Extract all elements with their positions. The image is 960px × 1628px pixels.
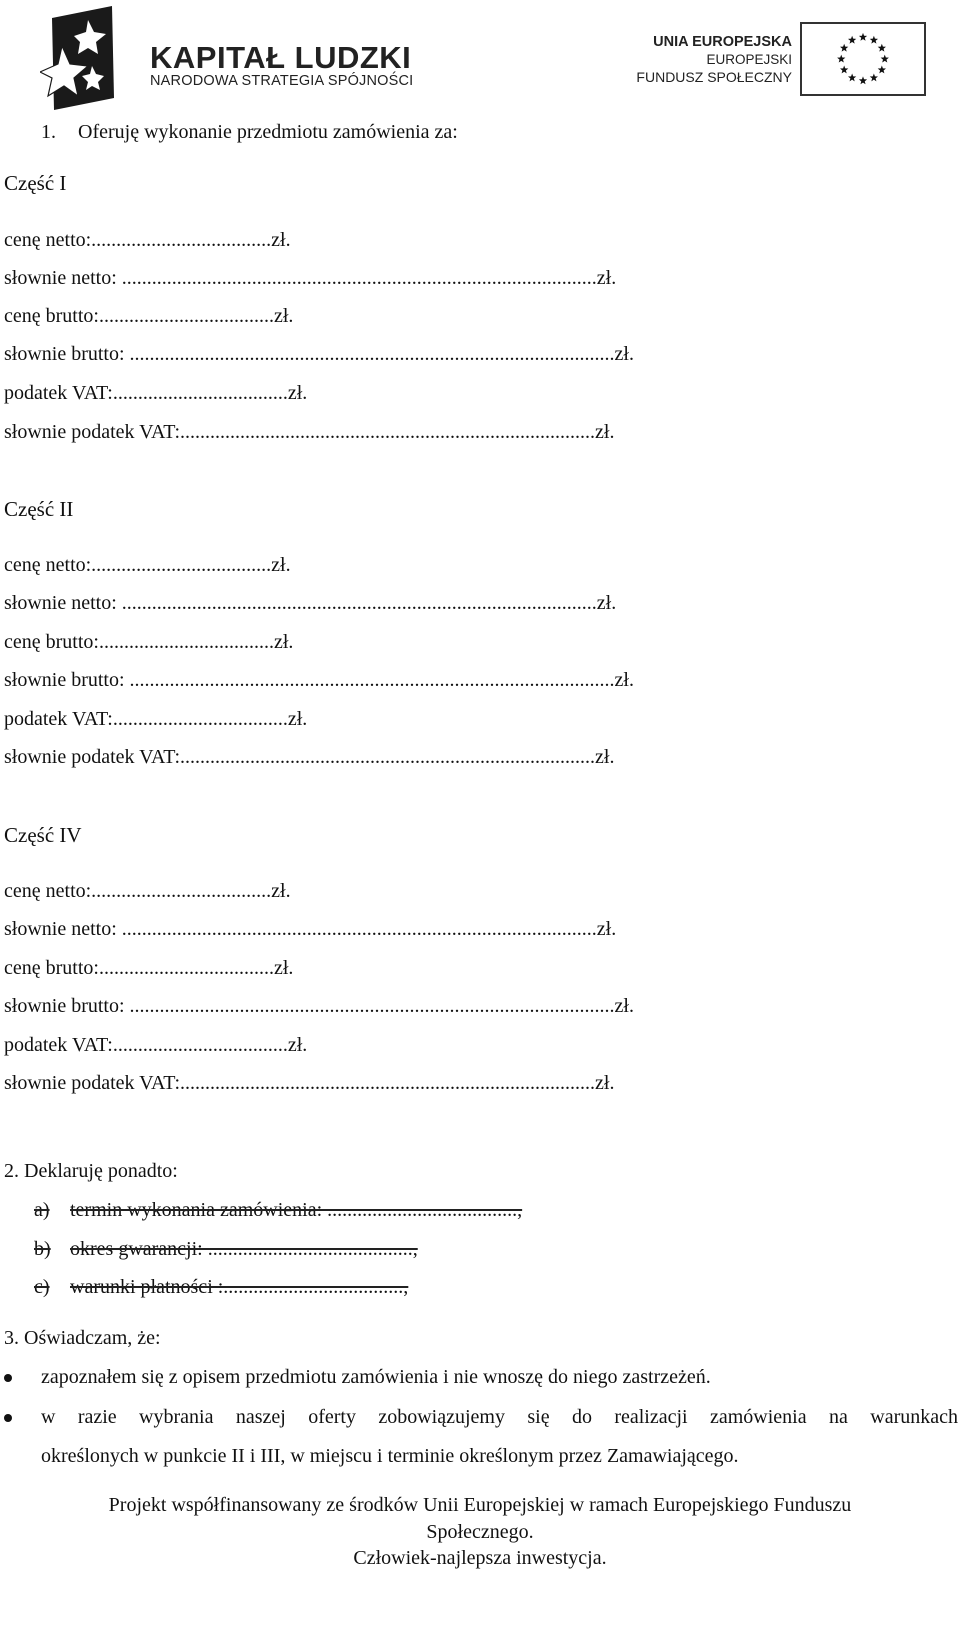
kapital-ludzki-title: KAPITAŁ LUDZKI [150,40,412,75]
eu-flag-icon [800,22,926,96]
declaration-item-marker: c) [34,1276,50,1298]
footer-line3: Człowiek-najlepsza inwestycja. [353,1547,607,1569]
declaration-item-text: termin wykonania zamówienia: ......................................, [70,1199,523,1221]
price-line: podatek VAT:...................................zł. [4,1034,308,1056]
eu-star-icon [837,55,845,63]
section2-heading: 2. Deklaruję ponadto: [4,1160,178,1182]
price-line: cenę netto:....................................zł. [4,880,291,902]
bullet-icon [4,1414,12,1422]
eu-star-icon [840,66,848,74]
part-title: Część I [4,171,67,195]
statement-bullet1: zapoznałem się z opisem przedmiotu zamówienia i nie wnoszę do niego zastrzeżeń. [41,1366,711,1388]
statement-bullet2-line1: w razie wybrania naszej oferty zobowiązujemy się do realizacji zamówienia na warunkach [41,1406,958,1428]
bullet-icon [4,1374,12,1382]
footer-line2: Społecznego. [426,1521,534,1543]
eu-logo-line3: FUNDUSZ SPOŁECZNY [636,69,792,85]
price-line: słownie podatek VAT:...................................................................................zł. [4,421,615,443]
declaration-item-text: okres gwarancji: ........................................., [70,1238,418,1260]
price-line: podatek VAT:...................................zł. [4,708,308,730]
eu-star-icon [859,76,867,84]
part-title: Część IV [4,823,82,847]
part-title: Część II [4,497,74,521]
declaration-item-text: warunki płatności :...................................., [70,1276,409,1298]
eu-star-icon [840,44,848,52]
eu-star-icon [870,73,878,81]
eu-star-icon [848,36,856,44]
footer-line1: Projekt współfinansowany ze środków Unii Europejskiej w ramach Europejskiego Funduszu [108,1494,852,1516]
declaration-item-marker: a) [34,1199,50,1221]
price-line: słownie brutto: .................................................................................................zł. [4,669,634,691]
section1-number: 1. [41,121,56,143]
price-line: słownie brutto: .................................................................................................zł. [4,995,634,1017]
section1-text: Oferuję wykonanie przedmiotu zamówienia za: [78,121,458,143]
declaration-item-marker: b) [34,1238,51,1260]
eu-star-icon [878,66,886,74]
price-line: słownie netto: ...............................................................................................zł. [4,918,617,940]
kapital-ludzki-emblem-icon [40,6,120,112]
price-line: cenę netto:....................................zł. [4,229,291,251]
section3-heading: 3. Oświadczam, że: [4,1327,161,1349]
price-line: słownie podatek VAT:...................................................................................zł. [4,746,615,768]
statement-bullet2-line2: określonych w punkcie II i III, w miejscu i terminie określonym przez Zamawiającego. [41,1445,739,1467]
eu-star-icon [848,73,856,81]
eu-star-icon [881,55,889,63]
eu-logo-line2: EUROPEJSKI [706,52,792,67]
eu-star-icon [878,44,886,52]
price-line: słownie netto: ...............................................................................................zł. [4,267,617,289]
kapital-ludzki-subtitle: NARODOWA STRATEGIA SPÓJNOŚCI [150,73,414,89]
eu-star-icon [870,36,878,44]
price-line: cenę netto:....................................zł. [4,554,291,576]
price-line: słownie brutto: .................................................................................................zł. [4,343,634,365]
eu-logo-line1: UNIA EUROPEJSKA [653,34,792,50]
eu-star-icon [859,33,867,41]
price-line: cenę brutto:...................................zł. [4,957,294,979]
price-line: cenę brutto:...................................zł. [4,305,294,327]
price-line: podatek VAT:...................................zł. [4,382,308,404]
price-line: cenę brutto:...................................zł. [4,631,294,653]
price-line: słownie podatek VAT:...................................................................................zł. [4,1072,615,1094]
price-line: słownie netto: ...............................................................................................zł. [4,592,617,614]
